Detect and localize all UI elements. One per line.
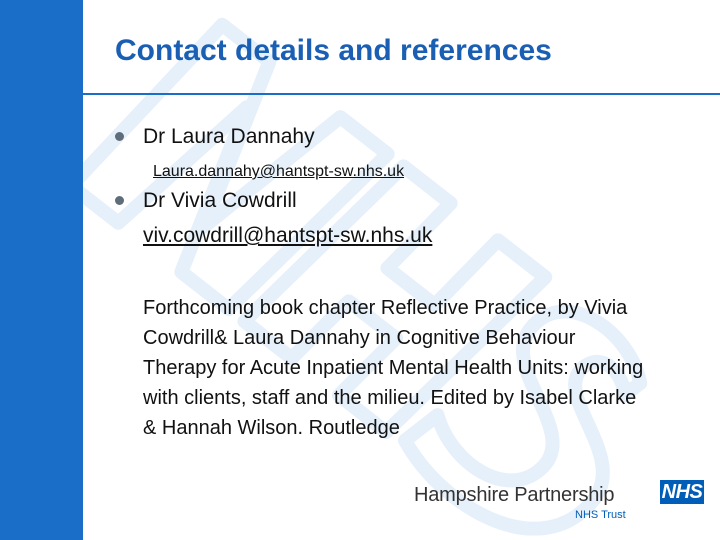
nhs-watermark [83,0,720,540]
nhs-badge [660,480,704,504]
reference-text: Forthcoming book chapter Reflective Practice, by Vivia Cowdrill& Laura Dannahy in Cognitive Behaviour Therapy for Acute Inpatient Mental Health Units: working with clients, staff and the milieu. Edited by Isabel Clarke & Hannah Wilson. Routledge [143,297,644,439]
logo-organisation-name: Hampshire Partnership [414,484,615,506]
left-accent-bar [0,0,83,540]
contact-email-2[interactable]: viv.cowdrill@hantspt-sw.nhs.uk [143,224,433,247]
slide-title: Contact details and references [115,34,552,67]
bullet-icon [115,196,124,205]
bullet-icon [115,132,124,141]
logo-subtitle: NHS Trust [575,509,626,521]
contact-name-2: Dr Vivia Cowdrill [143,189,297,212]
title-underline [83,93,720,95]
contact-name-1: Dr Laura Dannahy [143,125,315,148]
contact-email-1[interactable]: Laura.dannahy@hantspt-sw.nhs.uk [153,163,405,180]
trust-logo [414,480,704,525]
nhs-badge-text: NHS [661,481,703,503]
